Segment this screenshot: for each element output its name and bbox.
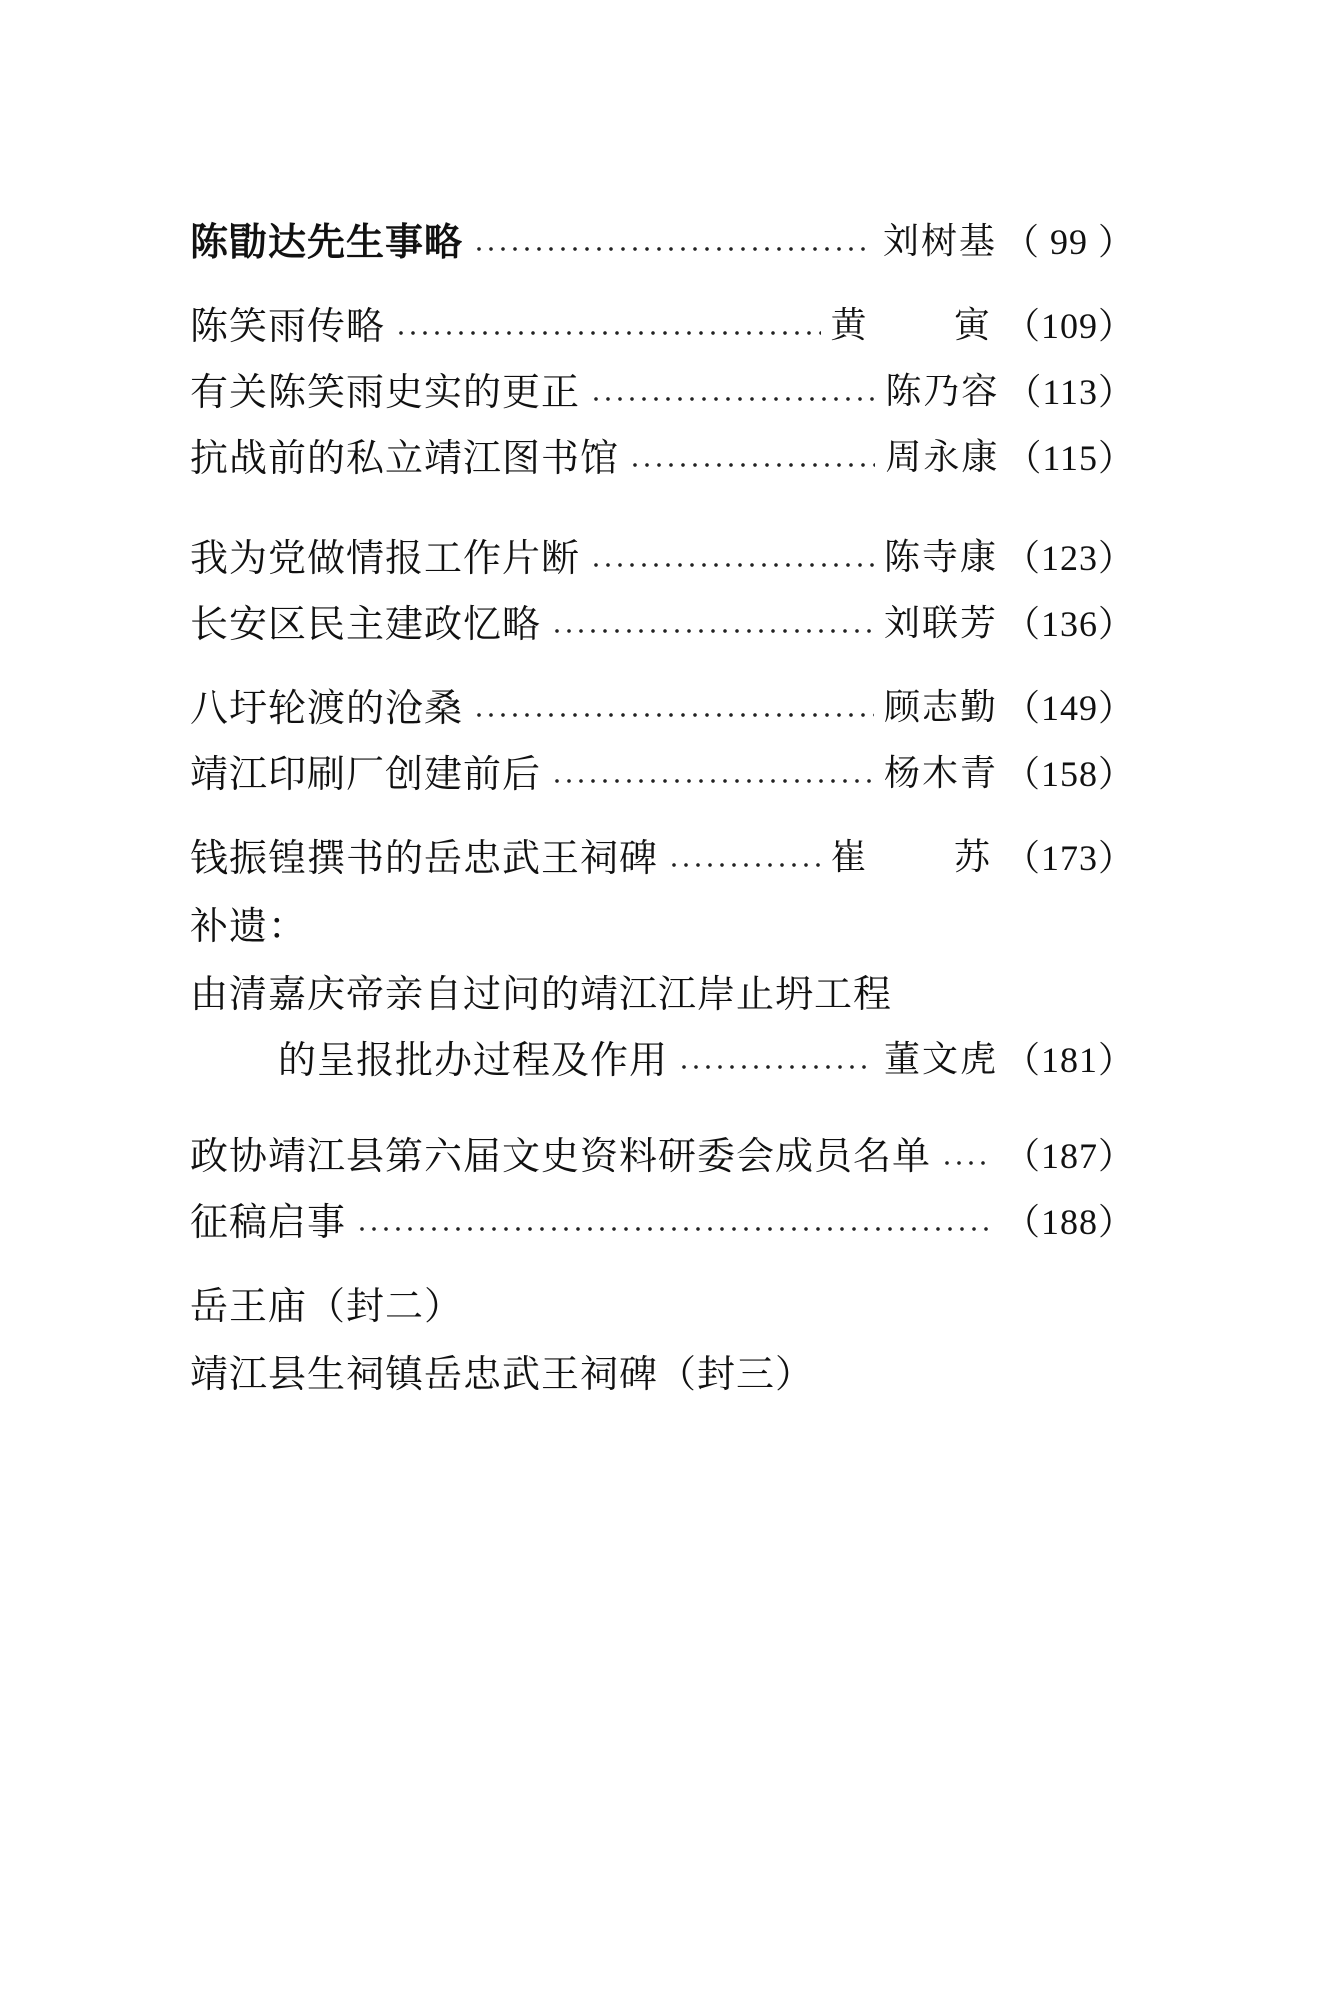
toc-entry-author: 刘树基 xyxy=(882,221,997,262)
toc-entry-title: 靖江印刷厂创建前后 xyxy=(190,752,542,796)
toc-entry-supplement xyxy=(278,1032,1135,1088)
toc-entry-author: 刘联芳 xyxy=(883,603,998,644)
supplement-heading: 补遗： xyxy=(190,904,308,948)
toc-entry-page: （109） xyxy=(1003,306,1135,346)
toc-entry-title: 长安区民主建政忆略 xyxy=(190,602,542,646)
toc-entry-title: 我为党做情报工作片断 xyxy=(190,536,581,580)
dot-leader xyxy=(941,1159,988,1167)
dot-leader xyxy=(590,395,875,403)
dot-leader xyxy=(551,777,874,785)
toc-entry-author: 杨木青 xyxy=(883,753,998,794)
toc-entry-page: （136） xyxy=(1003,604,1135,644)
dot-leader xyxy=(590,561,874,569)
toc-entry-page: （115） xyxy=(1005,438,1135,478)
toc-entry-author: 陈乃容 xyxy=(885,371,1000,412)
toc-entry-author: 陈寺康 xyxy=(883,537,998,578)
toc-entry-title: 陈笑雨传略 xyxy=(190,304,386,348)
toc-entry xyxy=(190,214,1135,270)
toc-entry-title: 八圩轮渡的沧桑 xyxy=(190,686,464,730)
toc-entry-page: （123） xyxy=(1003,538,1135,578)
supplement-title-line-1: 由清嘉庆帝亲自过问的靖江江岸止坍工程 xyxy=(190,972,893,1016)
toc-entry-page: （173） xyxy=(1003,838,1135,878)
dot-leader xyxy=(629,461,875,469)
toc-entry-title: 陈勖达先生事略 xyxy=(190,219,464,264)
toc-entry-author: 黄 寅 xyxy=(830,305,1028,346)
dot-leader xyxy=(395,329,821,337)
toc-entry-title: 抗战前的私立靖江图书馆 xyxy=(190,436,620,480)
dot-leader xyxy=(356,1225,988,1233)
toc-entry-title: 有关陈笑雨史实的更正 xyxy=(190,370,581,414)
toc-entry xyxy=(190,596,1135,652)
dot-leader xyxy=(473,245,873,253)
dot-leader xyxy=(473,711,874,719)
toc-entry xyxy=(190,680,1135,736)
toc-entry xyxy=(190,364,1135,420)
toc-entry xyxy=(190,530,1135,586)
toc-entry-page: （187） xyxy=(1003,1136,1135,1176)
toc-entry-title: 征稿启事 xyxy=(190,1200,347,1244)
toc-entry-appendix xyxy=(190,1194,1135,1250)
toc-entry-author: 崔 苏 xyxy=(830,837,1028,878)
toc-entry-author: 周永康 xyxy=(885,437,1000,478)
toc-entry-page: （ 99 ） xyxy=(1002,222,1135,262)
toc-entry-page: （158） xyxy=(1003,754,1135,794)
toc-entry-appendix xyxy=(190,1128,1135,1184)
toc-entry xyxy=(190,298,1135,354)
toc-entry xyxy=(190,746,1135,802)
dot-leader xyxy=(668,861,821,869)
plate-caption: 靖江县生祠镇岳忠武王祠碑（封三） xyxy=(190,1352,815,1396)
toc-entry xyxy=(190,830,1135,886)
toc-entry-author: 顾志勤 xyxy=(883,687,998,728)
toc-entry-page: （113） xyxy=(1005,372,1135,412)
supplement-title-line-2: 的呈报批办过程及作用 xyxy=(278,1038,669,1082)
toc-entry-page: （181） xyxy=(1003,1040,1135,1080)
toc-entry-page: （149） xyxy=(1003,688,1135,728)
toc-entry-author: 董文虎 xyxy=(883,1039,998,1080)
toc-entry-title: 钱振锽撰书的岳忠武王祠碑 xyxy=(190,836,659,880)
dot-leader xyxy=(678,1063,874,1071)
toc-entry-title: 政协靖江县第六届文史资料研委会成员名单 xyxy=(190,1134,932,1178)
dot-leader xyxy=(551,627,874,635)
plate-caption: 岳王庙（封二） xyxy=(190,1284,464,1328)
toc-entry xyxy=(190,430,1135,486)
toc-entry-page: （188） xyxy=(1003,1202,1135,1242)
